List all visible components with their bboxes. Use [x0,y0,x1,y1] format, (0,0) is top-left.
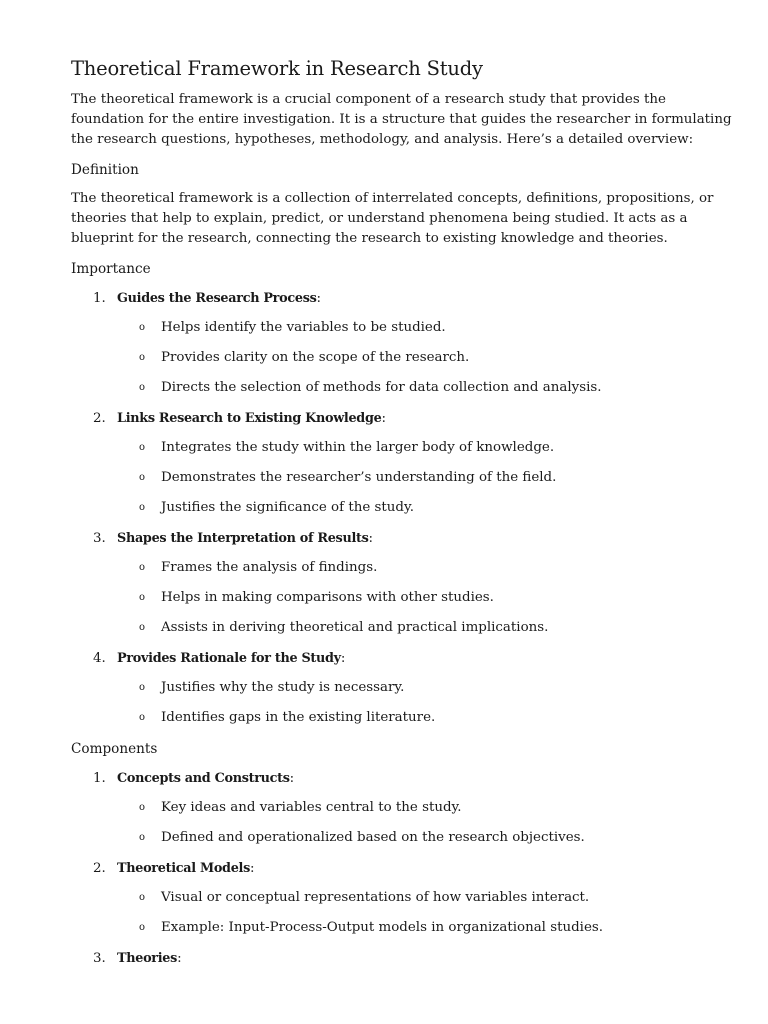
list-item [139,588,494,608]
definition-paragraph [71,189,714,249]
circle-bullet-icon: o [139,712,146,723]
circle-bullet-icon: o [139,832,146,843]
item-suffix: : [289,771,295,786]
bullet-text: Helps in making comparisons with other studies. [161,590,494,605]
bullet-text: Frames the analysis of findings. [161,560,378,575]
item-number: 3. [93,531,106,546]
document-title: Theoretical Framework in Research Study [71,57,483,80]
components-item [93,949,182,969]
item-number: 2. [93,411,106,426]
bullet-text: Justifies why the study is necessary. [161,680,405,695]
bullet-text: Defined and operationalized based on the research objectives. [161,830,585,845]
components-item [93,859,255,879]
intro-line: the research questions, hypotheses, methodology, and analysis. Here’s a detailed overview: [71,132,694,147]
bullet-text: Example: Input-Process-Output models in organizational studies. [161,920,604,935]
importance-item [93,529,373,549]
circle-bullet-icon: o [139,442,146,453]
circle-bullet-icon: o [139,382,146,393]
list-item [139,828,585,848]
item-suffix: : [316,291,322,306]
importance-item [93,289,321,309]
list-item [139,498,414,518]
list-item [139,468,556,488]
circle-bullet-icon: o [139,922,146,933]
circle-bullet-icon: o [139,592,146,603]
importance-item [93,649,345,669]
list-item [139,558,377,578]
item-number: 1. [93,291,106,306]
bullet-text: Provides clarity on the scope of the research. [161,350,470,365]
circle-bullet-icon: o [139,622,146,633]
bullet-text: Integrates the study within the larger body of knowledge. [161,440,555,455]
intro-paragraph [71,90,732,150]
item-suffix: : [177,951,182,966]
item-label: Links Research to Existing Knowledge [117,411,382,426]
item-number: 3. [93,951,106,966]
definition-line: blueprint for the research, connecting the research to existing knowledge and theories. [71,231,668,246]
item-label: Theories [117,951,178,966]
list-item [139,438,554,458]
bullet-text: Visual or conceptual representations of how variables interact. [161,890,590,905]
bullet-text: Assists in deriving theoretical and practical implications. [161,620,549,635]
definition-line: The theoretical framework is a collection of interrelated concepts, definitions, propositions, or [71,191,714,206]
item-label: Concepts and Constructs [117,771,290,786]
importance-item [93,409,386,429]
list-item [139,888,589,908]
list-item [139,798,462,818]
intro-line: The theoretical framework is a crucial component of a research study that provides the [71,92,666,107]
bullet-text: Identifies gaps in the existing literature. [161,710,436,725]
list-item [139,678,404,698]
item-label: Theoretical Models [117,861,251,876]
bullet-text: Directs the selection of methods for data collection and analysis. [161,380,602,395]
list-item [139,918,603,938]
item-label: Guides the Research Process [117,291,317,306]
circle-bullet-icon: o [139,802,146,813]
bullet-text: Key ideas and variables central to the study. [161,800,462,815]
circle-bullet-icon: o [139,892,146,903]
definition-line: theories that help to explain, predict, or understand phenomena being studied. It acts as a [71,211,688,226]
item-suffix: : [340,651,346,666]
bullet-text: Helps identify the variables to be studied. [161,320,446,335]
bullet-text: Justifies the significance of the study. [161,500,415,515]
intro-line: foundation for the entire investigation. It is a structure that guides the researcher in formulating [71,112,732,127]
list-item [139,378,601,398]
list-item [139,318,446,338]
item-suffix: : [250,861,255,876]
list-item [139,708,435,728]
circle-bullet-icon: o [139,562,146,573]
circle-bullet-icon: o [139,502,146,513]
item-number: 4. [93,651,106,666]
circle-bullet-icon: o [139,322,146,333]
item-suffix: : [381,411,386,426]
item-label: Provides Rationale for the Study [117,651,341,666]
importance-heading: Importance [71,261,151,277]
components-heading: Components [71,741,158,757]
list-item [139,348,469,368]
list-item [139,618,548,638]
item-number: 2. [93,861,106,876]
definition-heading: Definition [71,162,139,178]
circle-bullet-icon: o [139,682,146,693]
bullet-text: Demonstrates the researcher’s understanding of the field. [161,470,557,485]
circle-bullet-icon: o [139,352,146,363]
components-item [93,769,294,789]
circle-bullet-icon: o [139,472,146,483]
item-number: 1. [93,771,106,786]
item-suffix: : [368,531,374,546]
item-label: Shapes the Interpretation of Results [117,531,369,546]
